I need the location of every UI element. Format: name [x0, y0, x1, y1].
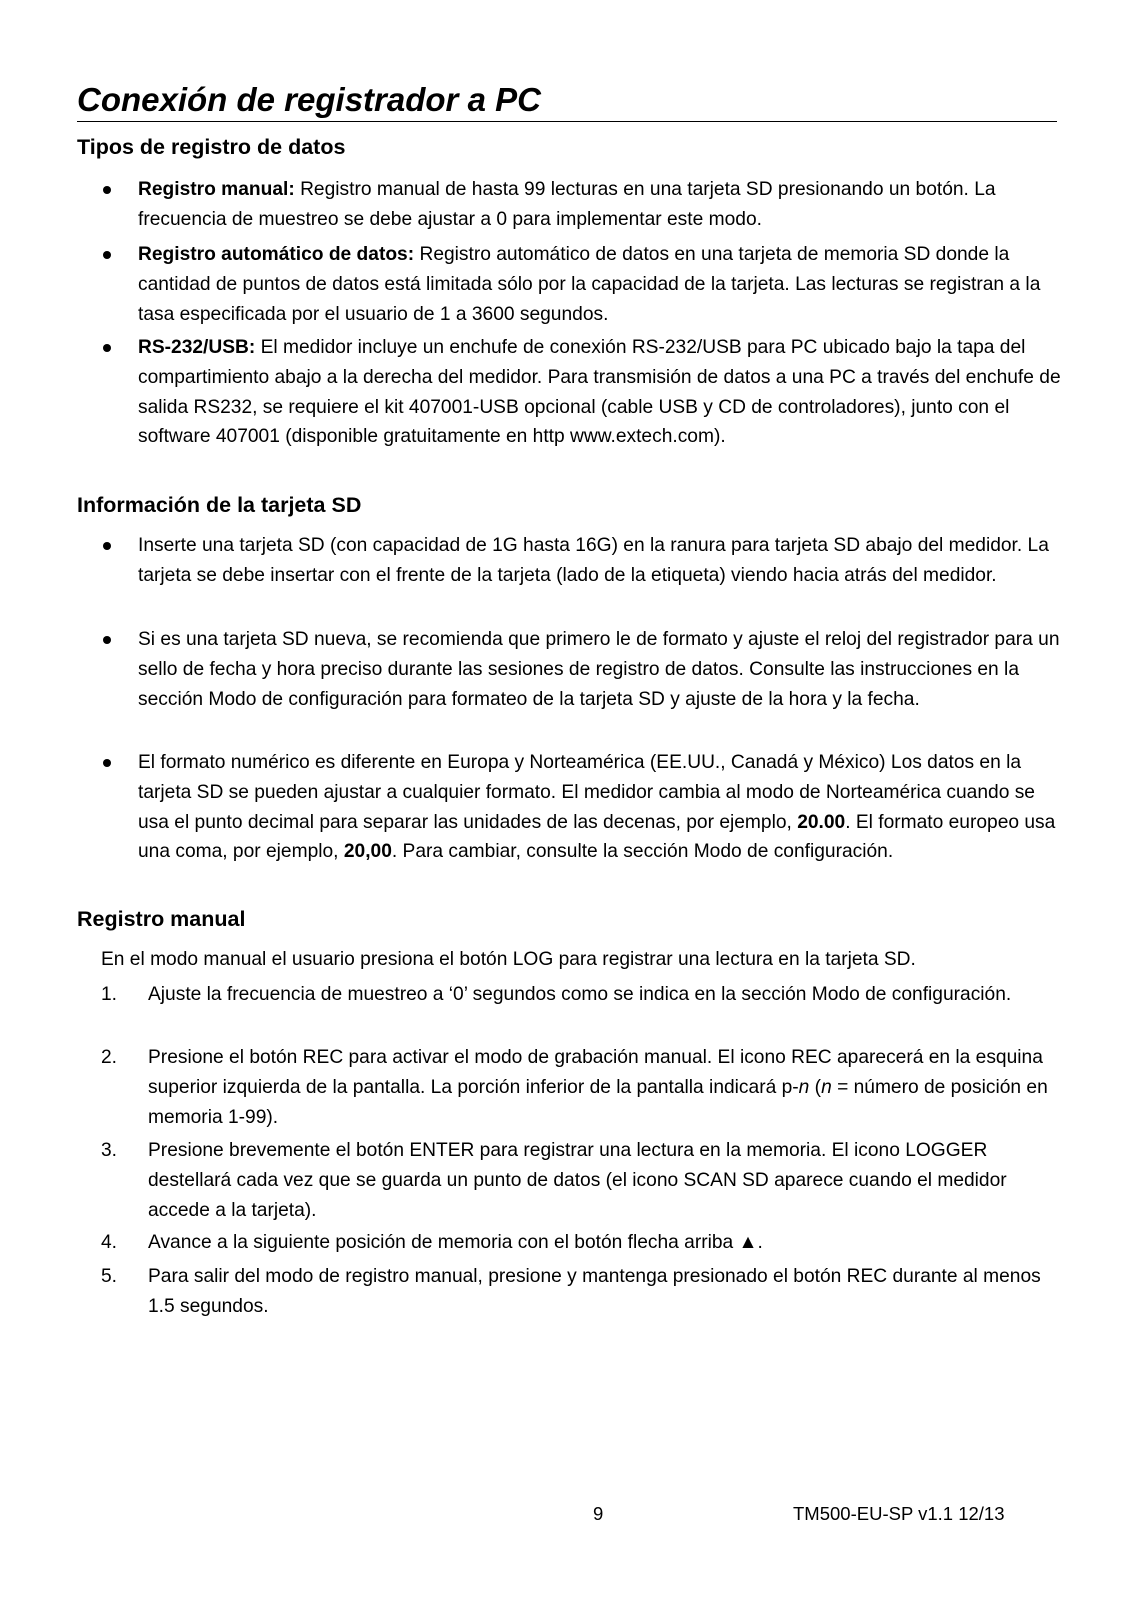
format-example-eu: 20,00	[343, 841, 392, 863]
step-text-c: = número de posición en memoria 1-99).	[148, 1076, 1048, 1128]
step-number: 1.	[101, 984, 118, 1005]
bullet-tarjeta-nueva	[103, 625, 1063, 714]
step-text-b: (	[809, 1076, 822, 1098]
bullet-label: Registro manual:	[138, 179, 295, 200]
bullet-label: Registro automático de datos:	[138, 244, 415, 265]
heading-tarjeta-sd: Información de la tarjeta SD	[77, 493, 362, 517]
step-1	[101, 980, 1061, 1010]
step-3	[101, 1136, 1061, 1225]
format-text-2: . El formato europeo usa una coma, por ejemplo,	[138, 811, 1056, 863]
step-text: Avance a la siguiente posición de memoria con el botón flecha arriba ▲.	[148, 1232, 763, 1253]
step-text: Presione brevemente el botón ENTER para registrar una lectura en la memoria. El icono LOGGER destellará cada vez que se guarda un punto de datos (el icono SCAN SD aparece cuando el medidor accede a la tarjeta).	[148, 1140, 1007, 1221]
bullet-text: Registro manual de hasta 99 lecturas en una tarjeta SD presionando un botón. La frecuencia de muestreo se debe ajustar a 0 para implementar este modo.	[138, 179, 996, 230]
bullet-text: Si es una tarjeta SD nueva, se recomienda que primero le de formato y ajuste el reloj del registrador para un sello de fecha y hora preciso durante las sesiones de registro de datos. Consulte las instrucciones en la sección Modo de configuración para formateo de la tarjeta SD y ajuste de la hora y la fecha.	[138, 629, 1060, 710]
bullet-label: RS-232/USB:	[138, 337, 256, 358]
bullet-icon	[103, 636, 111, 644]
bullet-text: Inserte una tarjeta SD (con capacidad de 1G hasta 16G) en la ranura para tarjeta SD abajo del medidor. La tarjeta se debe insertar con el frente de la tarjeta (lado de la etiqueta) viendo hacia atrás del medidor.	[138, 535, 1049, 586]
step-number: 3.	[101, 1140, 118, 1161]
step-5	[101, 1262, 1061, 1322]
heading-tipos: Tipos de registro de datos	[77, 135, 346, 159]
step-italic-n: n	[798, 1076, 810, 1098]
step-text-a: Presione el botón REC para activar el modo de grabación manual. El icono REC aparecerá en la esquina superior izquierda de la pantalla. La porción inferior de la pantalla indicará p-	[148, 1047, 1043, 1098]
step-text: Para salir del modo de registro manual, presione y mantenga presionado el botón REC durante al menos 1.5 segundos.	[148, 1266, 1041, 1317]
bullet-icon	[103, 251, 111, 259]
bullet-registro-manual	[103, 175, 1063, 235]
step-text: Ajuste la frecuencia de muestreo a ‘0’ segundos como se indica en la sección Modo de configuración.	[148, 984, 1012, 1005]
page-number: 9	[593, 1503, 604, 1524]
step-4	[101, 1228, 1061, 1258]
format-text-1: El formato numérico es diferente en Europa y Norteamérica (EE.UU., Canadá y México) Los datos en la tarjeta SD se pueden ajustar a cualquier formato. El medidor cambia al modo de Norteamérica cuando se usa el punto decimal para separar las unidades de las decenas, por ejemplo,	[138, 752, 1035, 833]
page-title: Conexión de registrador a PC	[77, 81, 541, 118]
bullet-icon	[103, 542, 111, 550]
step-number: 4.	[101, 1232, 118, 1253]
document-id: TM500-EU-SP v1.1 12/13	[793, 1503, 1005, 1524]
step-italic-n: n	[821, 1076, 832, 1098]
title-underline	[77, 121, 1057, 122]
bullet-formato-numerico	[103, 748, 1063, 867]
bullet-text: Registro automático de datos en una tarjeta de memoria SD donde la cantidad de puntos de datos está limitada sólo por la capacidad de la tarjeta. Las lecturas se registran a la tasa especificada por el usuario de 1 a 3600 segundos.	[138, 244, 1041, 325]
bullet-icon	[103, 759, 111, 767]
bullet-icon	[103, 186, 111, 194]
bullet-text: El medidor incluye un enchufe de conexión RS-232/USB para PC ubicado bajo la tapa del compartimiento abajo a la derecha del medidor. Para transmisión de datos a una PC a través del enchufe de salida RS232, se requiere el kit 407001-USB opcional (cable USB y CD de controladores), junto con el software 407001 (disponible gratuitamente en http www.extech.com).	[138, 337, 1061, 448]
bullet-icon	[103, 344, 111, 352]
manual-intro: En el modo manual el usuario presiona el botón LOG para registrar una lectura en la tarjeta SD.	[101, 949, 916, 970]
step-number: 5.	[101, 1266, 118, 1287]
step-number: 2.	[101, 1047, 118, 1068]
bullet-inserte-tarjeta	[103, 531, 1063, 591]
bullet-rs232-usb	[103, 333, 1063, 452]
step-2	[101, 1043, 1061, 1132]
format-text-3: . Para cambiar, consulte la sección Modo de configuración.	[391, 841, 894, 863]
bullet-registro-automatico	[103, 240, 1063, 329]
format-example-us: 20.00	[797, 811, 846, 833]
heading-registro-manual: Registro manual	[77, 907, 246, 931]
